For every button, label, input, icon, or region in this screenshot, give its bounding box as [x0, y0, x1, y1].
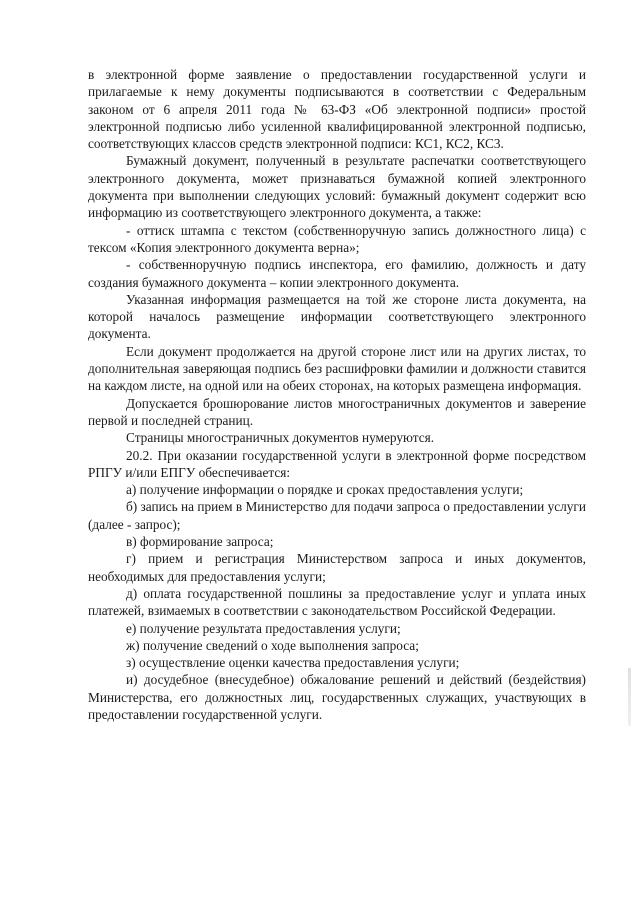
document-body — [88, 66, 586, 723]
list-item: ж) получение сведений о ходе выполнения запроса; — [126, 637, 419, 653]
list-item: е) получение результата предоставления услуги; — [126, 620, 401, 636]
list-item: б) запись на прием в Министерство для подачи запроса о предоставлении услуги (далее - запрос); — [88, 499, 586, 532]
paragraph: Допускается брошюрование листов многостраничных документов и заверение первой и последней страниц. — [88, 395, 586, 428]
paragraph: Указанная информация размещается на той же стороне листа документа, на которой началось размещение информации соответствующего электронного документа. — [88, 291, 586, 342]
list-item: д) оплата государственной пошлины за предоставление услуг и уплата иных платежей, взимаемых в соответствии с законодательством Российской Федерации. — [88, 585, 586, 619]
list-item: в) формирование запроса; — [126, 534, 274, 550]
margin-scan-mark — [628, 668, 631, 726]
paragraph: - собственноручную подпись инспектора, его фамилию, должность и дату создания бумажного документа – копии электронного документа. — [88, 257, 586, 290]
paragraph: в электронной форме заявление о предоставлении государственной услуги и прилагаемые к нему документы подписываются в соответствии с Федеральным законом от 6 апреля 2011 года № 63-ФЗ «Об электронной подписи» простой электронной подписью либо усиленной квалифицированной электронной подписью, соответствующих классов средств электронной подписи: КС1, КС2, КС3. — [88, 67, 586, 152]
list-item: и) досудебное (внесудебное) обжалование решений и действий (бездействия) Министерства, его должностных лиц, государственных служащих, участвующих в предоставлении государственной услуги. — [88, 672, 586, 722]
list-item: а) получение информации о порядке и сроках предоставления услуги; — [126, 482, 524, 498]
paragraph: 20.2. При оказании государственной услуги в электронной форме посредством РПГУ и/или ЕПГУ обеспечивается: — [88, 447, 586, 480]
paragraph: Если документ продолжается на другой стороне лист или на других листах, то дополнительная заверяющая подпись без расшифровки фамилии и должности ставится на каждом листе, на одной или на обеих сторонах, на которых размещена информация. — [88, 343, 586, 394]
paragraph: Бумажный документ, полученный в результате распечатки соответствующего электронного документа, может признаваться бумажной копией электронного документа при выполнении следующих условий: бумажный документ содержит всю информацию из соответствующего электронного документа, а также: — [88, 153, 586, 221]
list-item: г) прием и регистрация Министерством запроса и иных документов, необходимых для предоставления услуги; — [88, 551, 586, 584]
list-item: з) осуществление оценки качества предоставления услуги; — [126, 655, 460, 671]
paragraph: - оттиск штампа с текстом (собственноручную запись должностного лица) с тексом «Копия электронного документа верна»; — [88, 222, 586, 255]
paragraph: Страницы многостраничных документов нумеруются. — [126, 430, 435, 446]
